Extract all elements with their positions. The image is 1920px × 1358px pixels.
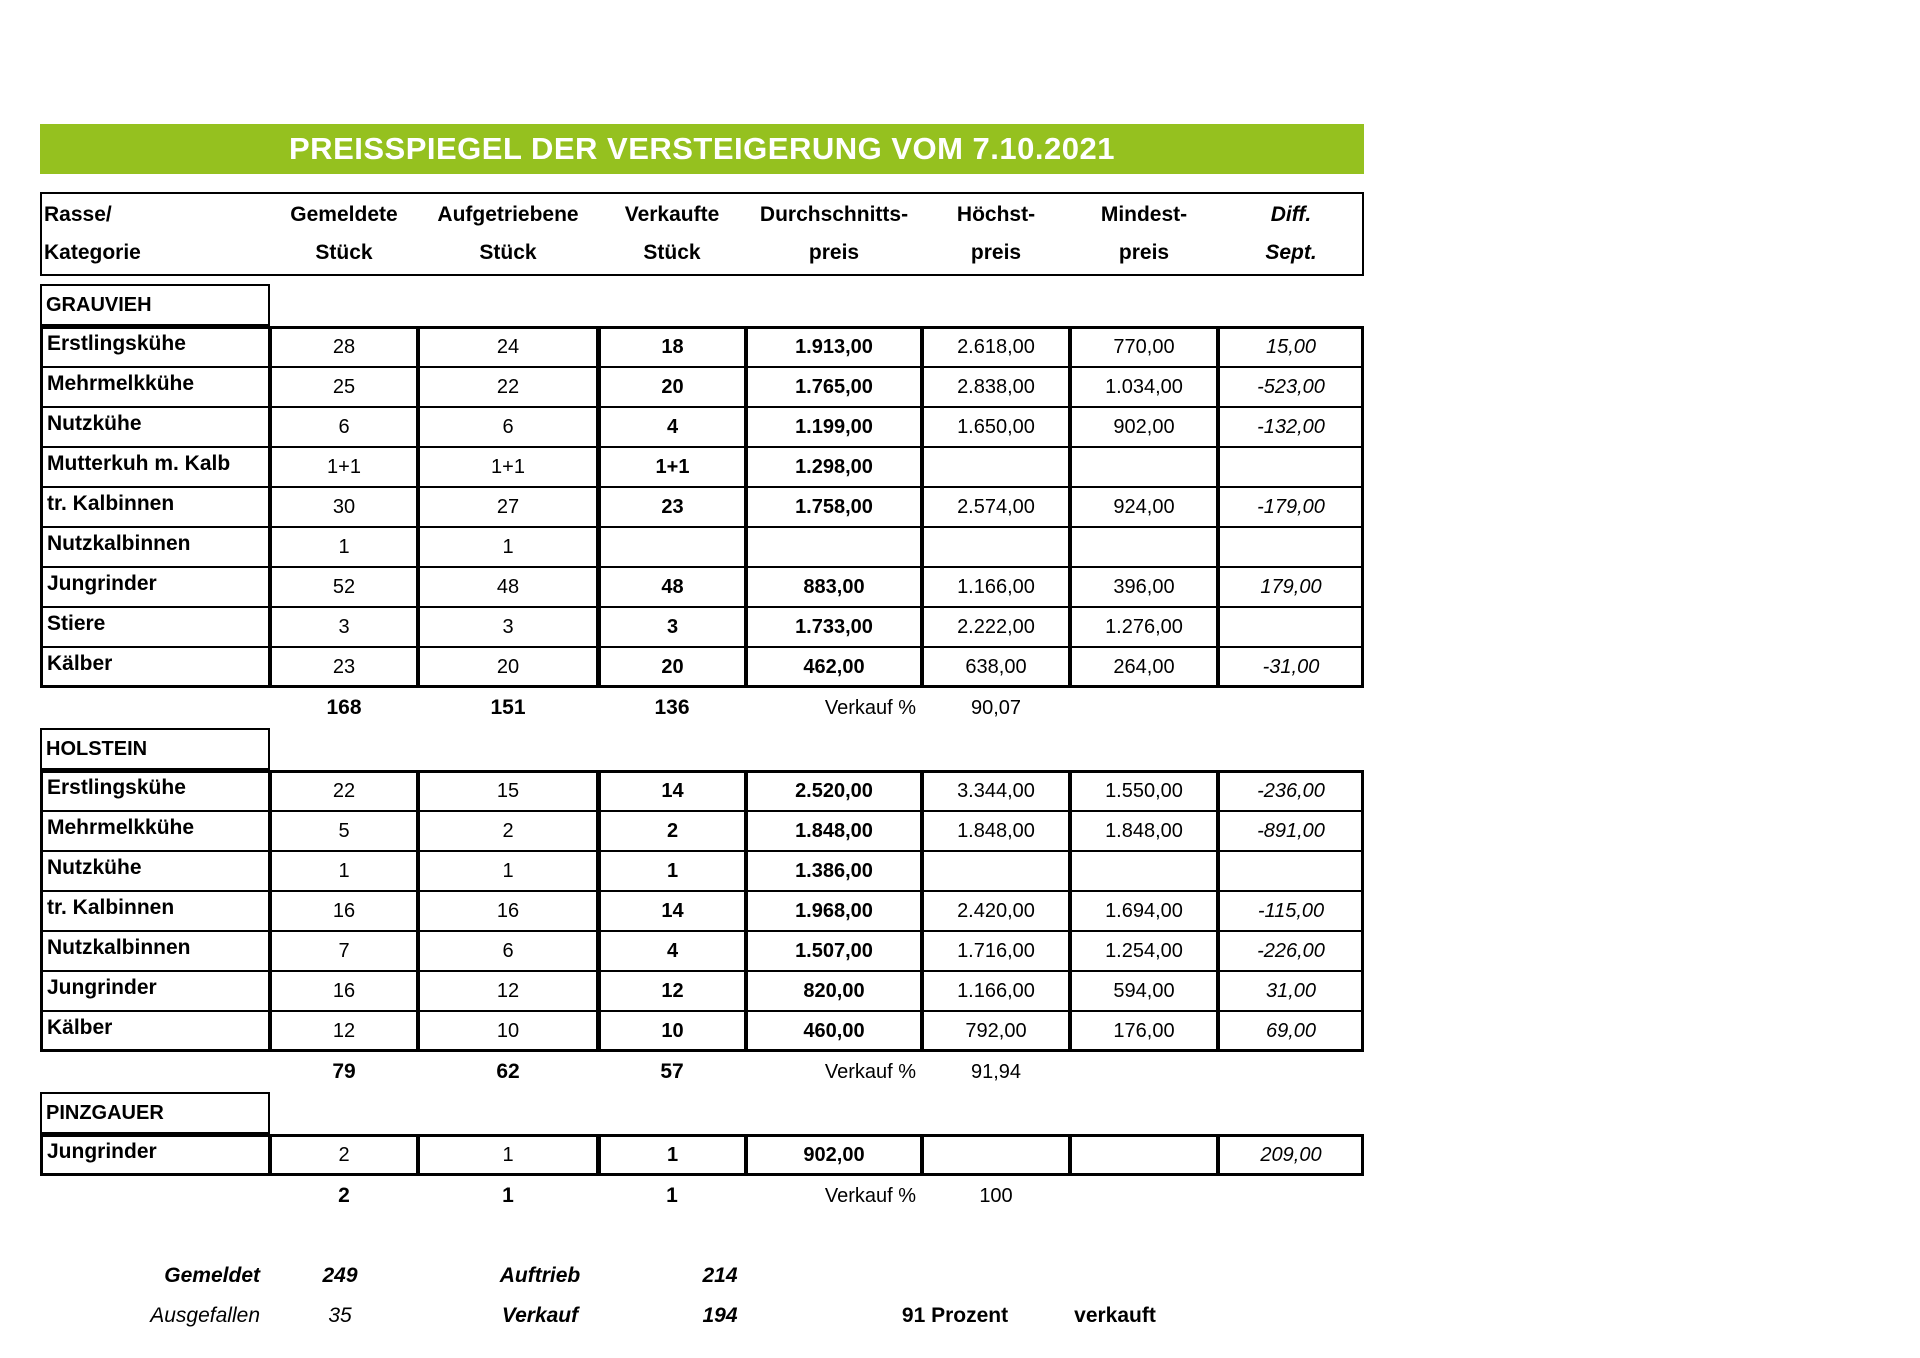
cell-gemeldet: 3 <box>270 606 418 648</box>
cell-diff: -115,00 <box>1218 890 1364 932</box>
row-category: Kälber <box>40 1010 270 1052</box>
header-line: Mindest- <box>1100 203 1188 226</box>
row-category: Mehrmelkkühe <box>40 810 270 852</box>
cell-mindest: 176,00 <box>1070 1010 1218 1052</box>
cell-durchschnitt <box>746 526 922 568</box>
cell-gemeldet: 16 <box>270 890 418 932</box>
summary-auftrieb-value: 214 <box>702 1264 738 1287</box>
cell-mindest <box>1070 526 1218 568</box>
cell-gemeldet: 22 <box>270 770 418 812</box>
cell-durchschnitt: 820,00 <box>746 970 922 1012</box>
summary-prozent: 91 Prozent <box>901 1304 1009 1327</box>
cell-hoechst: 1.166,00 <box>922 566 1070 608</box>
cell-mindest: 1.848,00 <box>1070 810 1218 852</box>
cell-diff <box>1218 446 1364 488</box>
header-line: Stück <box>643 241 701 264</box>
cell-aufgetrieben: 22 <box>418 366 598 408</box>
cell-mindest: 1.550,00 <box>1070 770 1218 812</box>
header-line: preis <box>808 241 860 264</box>
cell-diff: -31,00 <box>1218 646 1364 688</box>
row-category: Jungrinder <box>40 1134 270 1176</box>
cell-verkauft: 14 <box>598 770 746 812</box>
header-line: preis <box>1118 241 1170 264</box>
cell-aufgetrieben: 15 <box>418 770 598 812</box>
cell-diff: 15,00 <box>1218 326 1364 368</box>
header-line: Gemeldete <box>290 203 398 226</box>
cell-aufgetrieben: 1 <box>418 526 598 568</box>
cell-diff: -891,00 <box>1218 810 1364 852</box>
cell-hoechst: 3.344,00 <box>922 770 1070 812</box>
header-line: Verkaufte <box>624 203 720 226</box>
cell-gemeldet: 28 <box>270 326 418 368</box>
row-category: Jungrinder <box>40 970 270 1012</box>
section-label: GRAUVIEH <box>40 284 270 326</box>
verkauf-percent-label: Verkauf % <box>824 1184 916 1207</box>
summary-ausgefallen-label: Ausgefallen <box>150 1304 260 1327</box>
total-aufgetrieben: 1 <box>502 1184 514 1207</box>
cell-gemeldet: 5 <box>270 810 418 852</box>
summary-gemeldet-value: 249 <box>322 1264 358 1287</box>
cell-durchschnitt: 1.298,00 <box>746 446 922 488</box>
header-diff <box>1218 192 1364 276</box>
cell-hoechst: 2.838,00 <box>922 366 1070 408</box>
cell-diff: 69,00 <box>1218 1010 1364 1052</box>
cell-gemeldet: 1 <box>270 850 418 892</box>
summary-verkauft: verkauft <box>1074 1304 1156 1327</box>
cell-hoechst <box>922 850 1070 892</box>
cell-aufgetrieben: 27 <box>418 486 598 528</box>
row-category: Kälber <box>40 646 270 688</box>
header-line: Aufgetriebene <box>437 203 579 226</box>
cell-mindest: 264,00 <box>1070 646 1218 688</box>
total-verkauft: 57 <box>660 1060 684 1083</box>
cell-hoechst <box>922 526 1070 568</box>
cell-gemeldet: 7 <box>270 930 418 972</box>
cell-aufgetrieben: 12 <box>418 970 598 1012</box>
cell-verkauft: 14 <box>598 890 746 932</box>
cell-verkauft <box>598 526 746 568</box>
header-verkauft <box>598 192 746 276</box>
header-line: Durchschnitts- <box>759 203 909 226</box>
cell-diff <box>1218 526 1364 568</box>
cell-aufgetrieben: 10 <box>418 1010 598 1052</box>
row-category: Mutterkuh m. Kalb <box>40 446 270 488</box>
cell-diff: 209,00 <box>1218 1134 1364 1176</box>
header-line: Höchst- <box>956 203 1036 226</box>
total-gemeldet: 2 <box>338 1184 350 1207</box>
cell-durchschnitt: 462,00 <box>746 646 922 688</box>
header-line: Diff. <box>1270 203 1312 226</box>
row-category: Nutzkühe <box>40 406 270 448</box>
total-gemeldet: 168 <box>326 696 362 719</box>
cell-durchschnitt: 1.968,00 <box>746 890 922 932</box>
cell-durchschnitt: 460,00 <box>746 1010 922 1052</box>
verkauf-percent-value: 100 <box>979 1184 1013 1207</box>
cell-diff: 31,00 <box>1218 970 1364 1012</box>
row-category: Erstlingskühe <box>40 770 270 812</box>
cell-aufgetrieben: 3 <box>418 606 598 648</box>
row-category: Erstlingskühe <box>40 326 270 368</box>
row-category: Stiere <box>40 606 270 648</box>
header-line: Stück <box>479 241 537 264</box>
cell-diff: -523,00 <box>1218 366 1364 408</box>
cell-hoechst: 1.848,00 <box>922 810 1070 852</box>
cell-hoechst: 2.420,00 <box>922 890 1070 932</box>
cell-mindest: 1.694,00 <box>1070 890 1218 932</box>
summary-verkauf-value: 194 <box>702 1304 738 1327</box>
header-category <box>40 192 270 276</box>
summary-gemeldet-label: Gemeldet <box>164 1264 260 1287</box>
cell-mindest: 902,00 <box>1070 406 1218 448</box>
cell-hoechst: 638,00 <box>922 646 1070 688</box>
cell-diff: -226,00 <box>1218 930 1364 972</box>
row-category: tr. Kalbinnen <box>40 890 270 932</box>
total-aufgetrieben: 62 <box>496 1060 520 1083</box>
cell-mindest <box>1070 850 1218 892</box>
header-hoechst <box>922 192 1070 276</box>
cell-aufgetrieben: 6 <box>418 930 598 972</box>
cell-gemeldet: 25 <box>270 366 418 408</box>
cell-hoechst: 2.618,00 <box>922 326 1070 368</box>
cell-hoechst: 2.574,00 <box>922 486 1070 528</box>
cell-gemeldet: 1 <box>270 526 418 568</box>
cell-verkauft: 20 <box>598 366 746 408</box>
summary-ausgefallen-value: 35 <box>328 1304 352 1327</box>
header-line: preis <box>970 241 1022 264</box>
cell-diff: 179,00 <box>1218 566 1364 608</box>
cell-aufgetrieben: 24 <box>418 326 598 368</box>
cell-aufgetrieben: 16 <box>418 890 598 932</box>
cell-aufgetrieben: 48 <box>418 566 598 608</box>
cell-gemeldet: 23 <box>270 646 418 688</box>
cell-diff: -236,00 <box>1218 770 1364 812</box>
cell-durchschnitt: 1.913,00 <box>746 326 922 368</box>
cell-aufgetrieben: 6 <box>418 406 598 448</box>
cell-verkauft: 1 <box>598 850 746 892</box>
cell-durchschnitt: 1.386,00 <box>746 850 922 892</box>
cell-aufgetrieben: 2 <box>418 810 598 852</box>
cell-durchschnitt: 1.765,00 <box>746 366 922 408</box>
cell-durchschnitt: 902,00 <box>746 1134 922 1176</box>
summary-verkauf-label: Verkauf <box>501 1304 579 1327</box>
cell-aufgetrieben: 20 <box>418 646 598 688</box>
cell-mindest: 1.034,00 <box>1070 366 1218 408</box>
cell-hoechst <box>922 1134 1070 1176</box>
total-gemeldet: 79 <box>332 1060 356 1083</box>
cell-gemeldet: 52 <box>270 566 418 608</box>
cell-gemeldet: 6 <box>270 406 418 448</box>
cell-verkauft: 20 <box>598 646 746 688</box>
header-line: Rasse/ <box>44 203 112 226</box>
section-label: PINZGAUER <box>40 1092 270 1134</box>
cell-durchschnitt: 1.199,00 <box>746 406 922 448</box>
cell-hoechst: 1.650,00 <box>922 406 1070 448</box>
cell-durchschnitt: 1.758,00 <box>746 486 922 528</box>
cell-aufgetrieben: 1 <box>418 850 598 892</box>
row-category: Nutzkalbinnen <box>40 526 270 568</box>
header-line: Stück <box>315 241 373 264</box>
header-line: Kategorie <box>44 241 141 264</box>
cell-mindest <box>1070 446 1218 488</box>
cell-mindest: 770,00 <box>1070 326 1218 368</box>
cell-verkauft: 3 <box>598 606 746 648</box>
cell-diff <box>1218 606 1364 648</box>
cell-gemeldet: 12 <box>270 1010 418 1052</box>
total-aufgetrieben: 151 <box>490 696 526 719</box>
cell-hoechst <box>922 446 1070 488</box>
cell-verkauft: 1 <box>598 1134 746 1176</box>
cell-durchschnitt: 1.733,00 <box>746 606 922 648</box>
cell-durchschnitt: 1.848,00 <box>746 810 922 852</box>
summary-auftrieb-label: Auftrieb <box>499 1264 581 1287</box>
row-category: Jungrinder <box>40 566 270 608</box>
cell-diff: -179,00 <box>1218 486 1364 528</box>
cell-verkauft: 18 <box>598 326 746 368</box>
verkauf-percent-label: Verkauf % <box>824 696 916 719</box>
row-category: Nutzkalbinnen <box>40 930 270 972</box>
cell-mindest: 924,00 <box>1070 486 1218 528</box>
header-line: Sept. <box>1265 241 1317 264</box>
cell-mindest <box>1070 1134 1218 1176</box>
cell-durchschnitt: 883,00 <box>746 566 922 608</box>
verkauf-percent-value: 90,07 <box>970 696 1022 719</box>
cell-gemeldet: 30 <box>270 486 418 528</box>
cell-hoechst: 1.166,00 <box>922 970 1070 1012</box>
verkauf-percent-value: 91,94 <box>970 1060 1022 1083</box>
cell-verkauft: 12 <box>598 970 746 1012</box>
row-category: tr. Kalbinnen <box>40 486 270 528</box>
section-label: HOLSTEIN <box>40 728 270 770</box>
cell-verkauft: 1+1 <box>598 446 746 488</box>
header-mindest <box>1070 192 1218 276</box>
row-category: Mehrmelkkühe <box>40 366 270 408</box>
cell-verkauft: 2 <box>598 810 746 852</box>
row-category: Nutzkühe <box>40 850 270 892</box>
cell-diff: -132,00 <box>1218 406 1364 448</box>
total-verkauft: 136 <box>654 696 690 719</box>
cell-hoechst: 792,00 <box>922 1010 1070 1052</box>
cell-aufgetrieben: 1+1 <box>418 446 598 488</box>
cell-verkauft: 4 <box>598 406 746 448</box>
cell-verkauft: 48 <box>598 566 746 608</box>
cell-durchschnitt: 1.507,00 <box>746 930 922 972</box>
cell-mindest: 396,00 <box>1070 566 1218 608</box>
cell-diff <box>1218 850 1364 892</box>
cell-durchschnitt: 2.520,00 <box>746 770 922 812</box>
page-title: PREISSPIEGEL DER VERSTEIGERUNG VOM 7.10.2021 <box>40 124 1364 174</box>
cell-hoechst: 1.716,00 <box>922 930 1070 972</box>
cell-hoechst: 2.222,00 <box>922 606 1070 648</box>
cell-gemeldet: 2 <box>270 1134 418 1176</box>
header-gemeldet <box>270 192 418 276</box>
cell-verkauft: 4 <box>598 930 746 972</box>
header-aufgetrieben <box>418 192 598 276</box>
total-verkauft: 1 <box>666 1184 678 1207</box>
cell-gemeldet: 1+1 <box>270 446 418 488</box>
cell-mindest: 1.276,00 <box>1070 606 1218 648</box>
header-durchschnitt <box>746 192 922 276</box>
cell-verkauft: 23 <box>598 486 746 528</box>
verkauf-percent-label: Verkauf % <box>824 1060 916 1083</box>
cell-aufgetrieben: 1 <box>418 1134 598 1176</box>
cell-verkauft: 10 <box>598 1010 746 1052</box>
cell-mindest: 594,00 <box>1070 970 1218 1012</box>
cell-mindest: 1.254,00 <box>1070 930 1218 972</box>
cell-gemeldet: 16 <box>270 970 418 1012</box>
